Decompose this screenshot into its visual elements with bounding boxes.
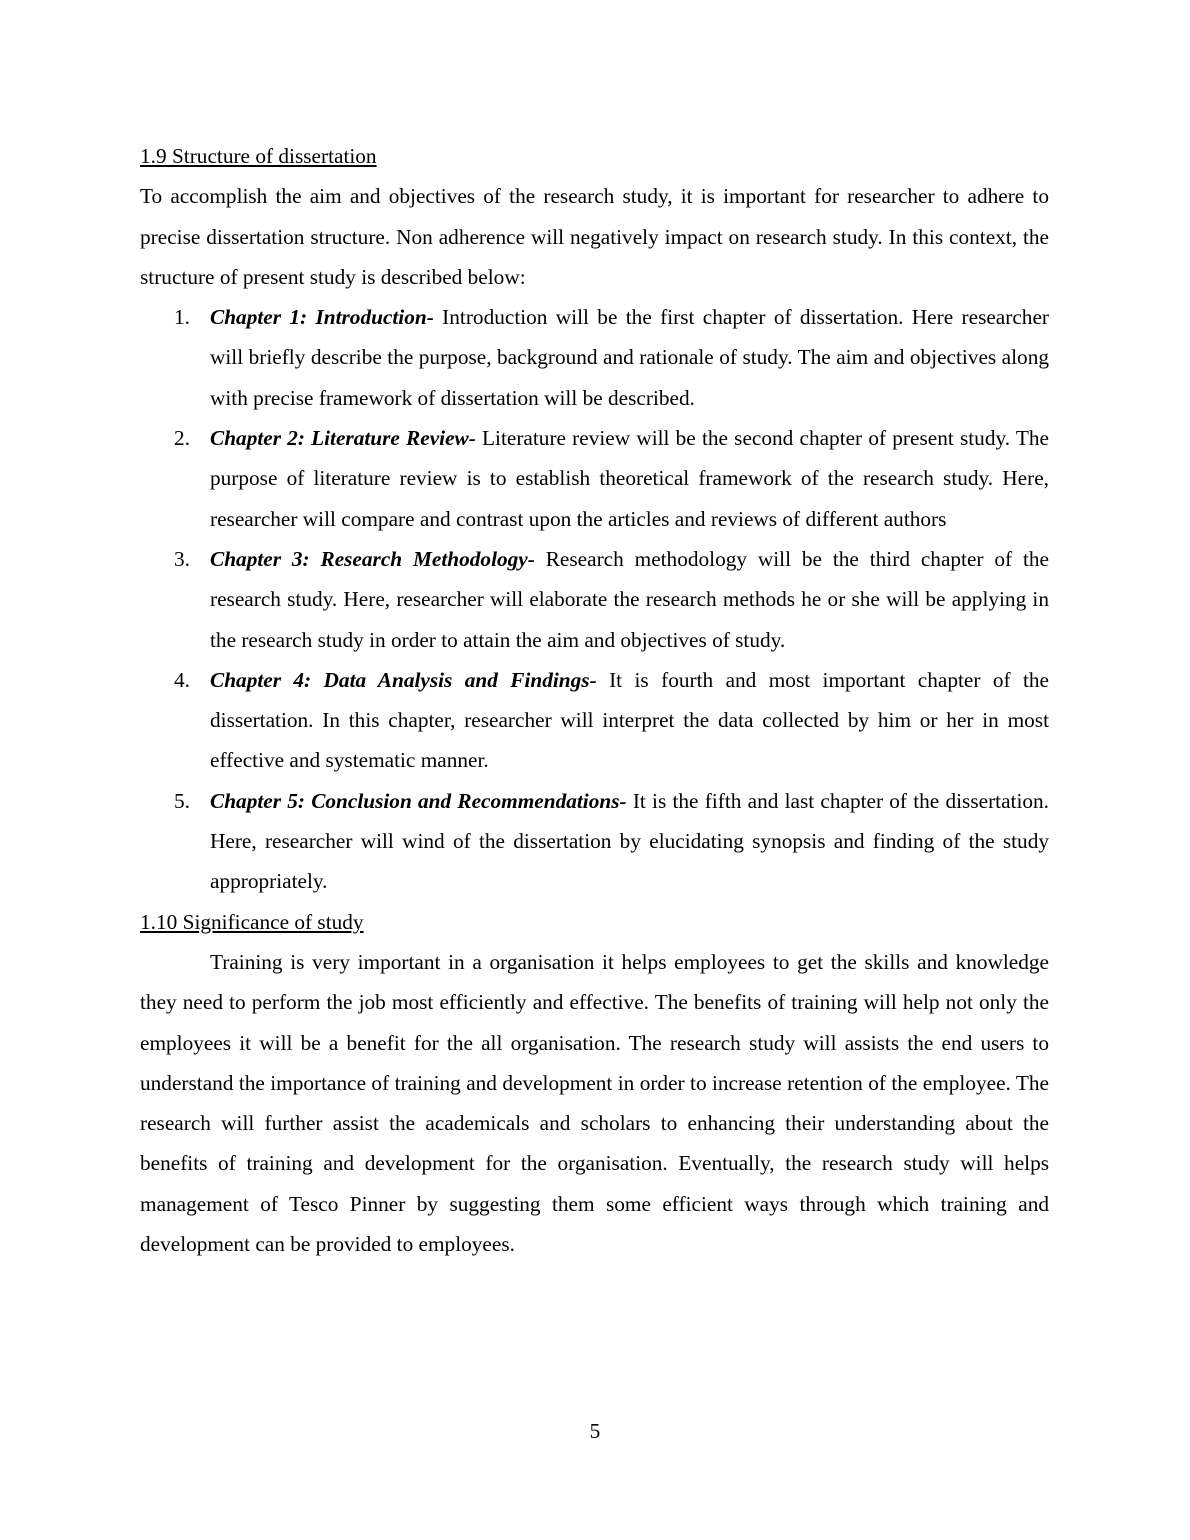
chapter-description: It is fourth and most important chapter of the dissertation. In this chapter, researcher will interpret the data collected by him or her in most effective and systematic manner. bbox=[210, 667, 1049, 773]
chapter-title: Chapter 3: Research Methodology- bbox=[210, 546, 535, 571]
list-item bbox=[140, 539, 1049, 660]
chapter-title: Chapter 1: Introduction- bbox=[210, 305, 434, 330]
list-item-number: 1. bbox=[174, 305, 190, 330]
chapter-title: Chapter 5: Conclusion and Recommendations- bbox=[210, 788, 627, 813]
chapter-description: Introduction will be the first chapter of dissertation. Here researcher will briefly describe the purpose, background and rationale of study. The aim and objectives along with precise framework of dissertation will be described. bbox=[210, 305, 1049, 410]
chapter-title: Chapter 4: Data Analysis and Findings- bbox=[210, 667, 597, 692]
document-page bbox=[140, 136, 1049, 1264]
chapter-description: Literature review will be the second chapter of present study. The purpose of literature review is to establish theoretical framework of the research study. Here, researcher will compare and contrast upon the articles and reviews of different authors bbox=[210, 426, 1049, 531]
structure-intro-paragraph: To accomplish the aim and objectives of the research study, it is important for researcher to adhere to precise dissertation structure. Non adherence will negatively impact on research study. In this context, the structure of present study is described below: bbox=[140, 184, 1049, 289]
list-item-number: 4. bbox=[174, 667, 190, 692]
chapter-list bbox=[140, 297, 1049, 901]
list-item-number: 5. bbox=[174, 788, 190, 813]
list-item bbox=[140, 418, 1049, 539]
list-item bbox=[140, 297, 1049, 418]
section-heading-structure: 1.9 Structure of dissertation bbox=[140, 144, 377, 168]
significance-paragraph: Training is very important in a organisation it helps employees to get the skills and knowledge they need to perform the job most efficiently and effective. The benefits of training will help not only the employees it will be a benefit for the all organisation. The research study will assists the end users to understand the importance of training and development in order to increase retention of the employee. The research will further assist the academicals and scholars to enhancing their understanding about the benefits of training and development for the organisation. Eventually, the research study will helps management of Tesco Pinner by suggesting them some efficient ways through which training and development can be provided to employees. bbox=[140, 949, 1049, 1257]
page-number: 5 bbox=[589, 1419, 601, 1443]
chapter-title: Chapter 2: Literature Review- bbox=[210, 426, 476, 451]
list-item bbox=[140, 660, 1049, 781]
chapter-description: It is the fifth and last chapter of the dissertation. Here, researcher will wind of the dissertation by elucidating synopsis and finding of the study appropriately. bbox=[210, 788, 1049, 894]
list-item-number: 2. bbox=[174, 426, 190, 451]
section-heading-significance: 1.10 Significance of study bbox=[140, 909, 364, 934]
list-item-number: 3. bbox=[174, 546, 190, 571]
list-item bbox=[140, 781, 1049, 902]
chapter-description: Research methodology will be the third chapter of the research study. Here, researcher will elaborate the research methods he or she will be applying in the research study in order to attain the aim and objectives of study. bbox=[210, 546, 1050, 652]
